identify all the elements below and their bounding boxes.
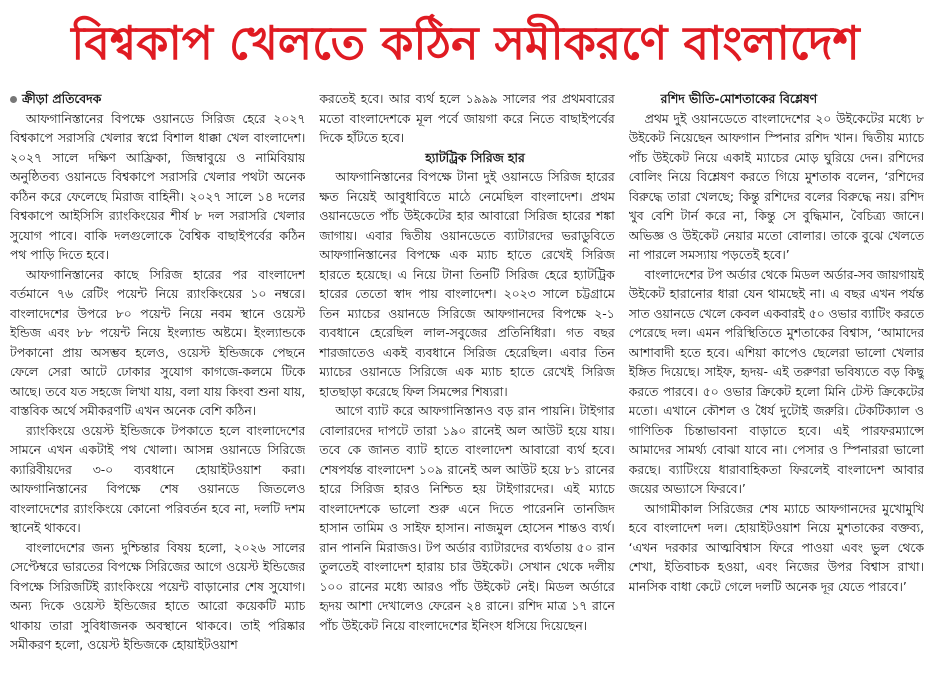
- paragraph: আফগানিস্তানের বিপক্ষে ওয়ানডে সিরিজ হেরে ২০২৭ বিশ্বকাপে সরাসরি খেলার স্বপ্নে বিশাল ধাক্কা খেল বাংলাদেশ। ২০২৭ সালে দক্ষিণ আফ্রিকা, জিম্বাবুয়ে ও নামিবিয়ায় অনুষ্ঠিতব্য ওয়ানডে বিশ্বকাপে সরাসরি খেলার পথটা অনেক কঠিন করে ফেলেছে মিরাজ বাহিনী। ২০২৭ সালে ১৪ দলের বিশ্বকাপে আইসিসি র‌্যাংকিংয়ের শীর্ষ ৮ দল সরাসরি খেলার সুযোগ পাবে। বাকি দলগুলোকে বৈশ্বিক বাছাইপর্বের কঠিন পথ পাড়ি দিতে হবে।: [10, 111, 306, 262]
- article-columns: [10, 90, 924, 696]
- paragraph: আগে ব্যাট করে আফগানিস্তানও বড় রান পায়নি। টাইগার বোলারদের দাপটে তারা ১৯০ রানেই অল আউট হয়ে যায়। তবে কে জানত ব্যাট হাতে বাংলাদেশ আবারো ব্যর্থ হবে। শেষপর্যন্ত বাংলাদেশ ১০৯ রানেই অল আউট হয়ে ৮১ রানের হারে সিরিজ হারও নিশ্চিত হয় টাইগারদের। এই ম্যাচে বাংলাদেশকে ভালো শুরু এনে দিতে পারেননি তানজিদ হাসান তামিম ও সাইফ হাসান। নাজমুল হোসেন শান্তও ব্যর্থ। রান পাননি মিরাজও। টপ অর্ডার ব্যাটারদের ব্যর্থতায় ৫০ রান তুলতেই বাংলাদেশ হারায় চার উইকেট। সেখান থেকে দলীয় ১০০ রানের মধ্যে আরও পাঁচ উইকেট নেই। মিডল অর্ডারে হৃদয় আশা দেখালেও ফেরেন ২৪ রানে। রশিদ মাত্র ১৭ রানে পাঁচ উইকেট নিয়ে বাংলাদেশের ইনিংস ধসিয়ে দিয়েছেন।: [319, 404, 615, 633]
- subheading-rashid: রশিদ ভীতি-মোশতাকের বিশ্লেষণ: [660, 92, 818, 106]
- paragraph: বাংলাদেশের জন্য দুশ্চিন্তার বিষয় হলো, ২০২৬ সালের সেপ্টেম্বরে ভারতের বিপক্ষে সিরিজের আগে ওয়েস্ট ইন্ডিজের বিপক্ষে সিরিজটিই র‌্যাংকিংয়ে পয়েন্ট বাড়ানোর শেষ সুযোগ। অন্য দিকে ওয়েস্ট ইন্ডিজের হাতে আরো কয়েকটি ম্যাচ থাকায় তারা সুবিধাজনক অবস্থানে থাকবে। তাই পরিষ্কার সমীকরণ হলো, ওয়েস্ট ইন্ডিজকে হোয়াইটওয়াশ: [10, 540, 306, 652]
- headline: বিশ্বকাপ খেলতে কঠিন সমীকরণে বাংলাদেশ: [71, 16, 860, 70]
- article-column-3: [629, 90, 924, 696]
- paragraph: আগামীকাল সিরিজের শেষ ম্যাচে আফগানদের মুখোমুখি হবে বাংলাদেশ দল। হোয়াইটওয়াশ নিয়ে মুশতাকের বক্তব্য, ‘এখন দরকার আত্মবিশ্বাস ফিরে পাওয়া এবং ভুল থেকে শেখা, ইতিবাচক হওয়া, এবং নিজের উপর বিশ্বাস রাখা। মানসিক বাধা কেটে গেলে দলটি অনেক দূর যেতে পারবে।’: [628, 501, 924, 594]
- paragraph: বাংলাদেশের টপ অর্ডার থেকে মিডল অর্ডার-সব জায়গায়ই উইকেট হারানোর ধারা যেন থামছেই না। এ বছর এখন পর্যন্ত সাত ওয়ানডে খেলে কেবল একবারই ৫০ ওভার ব্যাটিং করতে পেরেছে দল। এমন পরিস্থিতিতে মুশতাকের বিশ্বাস, ‘আমাদের আশাবাদী হতে হবে। এশিয়া কাপেও ছেলেরা ভালো খেলার ইঙ্গিত দিয়েছে। সাইফ, হৃদয়- এই তরুণরা ভবিষ্যতে বড় কিছু করতে পারবে। ৫০ ওভার ক্রিকেট হলো মিনি টেস্ট ক্রিকেটের মতো। এখানে কৌশল ও ধৈর্য দুটোই জরুরি। টেকটিক্যাল ও গাণিতিক চিন্তাভাবনা বাড়াতে হবে। এই পারফরম্যান্সে আমাদের সামর্থ্য বোঝা যাবে না। পেসার ও স্পিনাররা ভালো করছে। ব্যাটিংয়ে ধারাবাহিকতা ফিরলেই বাংলাদেশ আবার জয়ের অভ্যাসে ফিরবে।’: [628, 267, 924, 496]
- bullet-icon: [10, 96, 17, 103]
- article-column-2: [319, 90, 614, 696]
- paragraph: আফগানিস্তানের বিপক্ষে টানা দুই ওয়ানডে সিরিজ হারের ক্ষত নিয়েই আবুধাবিতে মাঠে নেমেছিল বাংলাদেশ। প্রথম ওয়ানডেতে পাঁচ উইকেটের হার আবারো সিরিজ হারের শঙ্কা জাগায়। এবার দ্বিতীয় ওয়ানডেতে ব্যাটারদের ভরাডুবিতে আফগানিস্তানের বিপক্ষে এক ম্যাচ হাতে রেখেই সিরিজ হারতে হয়েছে। এ নিয়ে টানা তিনটি সিরিজ হেরে হ্যাটট্রিক হারের তেতো স্বাদ পায় বাংলাদেশ। ২০২৩ সালে চট্টগ্রামে তিন ম্যাচের ওয়ানডে সিরিজে আফগানদের বিপক্ষে ২-১ ব্যবধানে হেরেছিল লাল-সবুজের প্রতিনিধিরা। গত বছর শারজাতেও একই ব্যবধানে সিরিজ হেরেছিল। এবার তিন ম্যাচের ওয়ানডে সিরিজে এক ম্যাচ হাতে রেখেই সিরিজ হাতছাড়া করেছে ফিল সিমন্সের শিষ্যরা।: [319, 170, 615, 399]
- byline-text: ক্রীড়া প্রতিবেদক: [22, 92, 102, 106]
- subheading-hattrick: হ্যাটট্রিক সিরিজ হার: [425, 150, 525, 165]
- paragraph: র‌্যাংকিংয়ে ওয়েস্ট ইন্ডিজকে টপকাতে হলে বাংলাদেশের সামনে এখন একটাই পথ খোলা। আসন্ন ওয়ানডে সিরিজে ক্যারিবীয়দের ৩-০ ব্যবধানে হোয়াইটওয়াশ করা। আফগানিস্তানের বিপক্ষে শেষ ওয়ানডে জিতলেও বাংলাদেশের র‌্যাংকিংয়ে কোনো পরিবর্তন হবে না, দলটি দশম স্থানেই থাকবে।: [10, 423, 306, 535]
- paragraph: প্রথম দুই ওয়ানডেতে বাংলাদেশের ২০ উইকেটের মধ্যে ৮ উইকেট নিয়েছেন আফগান স্পিনার রশিদ খান। দ্বিতীয় ম্যাচে পাঁচ উইকেট নিয়ে একাই ম্যাচের মোড় ঘুরিয়ে দেন। রশিদের বোলিং নিয়ে বিশ্লেষণ করতে গিয়ে মুশতাক বলেন, ‘রশিদের বিরুদ্ধে তারা খেলছে; কিন্তু রশিদের বলের বিরুদ্ধে নয়। রশিদ খুব বেশি টার্ন করে না, কিন্তু সে বুদ্ধিমান, বৈচিত্র্য জানে। অভিজ্ঞ ও উইকেট নেয়ার মতো বোলার। তাকে বুঝে খেলতে না পারলে সমস্যায় পড়তেই হবে।’: [628, 111, 924, 262]
- byline: [10, 90, 305, 110]
- paragraph-continued: করতেই হবে। আর ব্যর্থ হলে ১৯৯৯ সালের পর প্রথমবারের মতো বাংলাদেশকে মূল পর্বে জায়গা করে নিতে বাছাইপর্বের দিকে হাঁটতে হবে।: [319, 92, 615, 145]
- article-column-1: [10, 90, 305, 696]
- paragraph: আফগানিস্তানের কাছে সিরিজ হারের পর বাংলাদেশ বর্তমানে ৭৬ রেটিং পয়েন্ট নিয়ে র‌্যাংকিংয়ের ১০ নম্বরে। বাংলাদেশের উপরে ৮০ পয়েন্ট নিয়ে নবম স্থানে ওয়েস্ট ইন্ডিজ এবং ৮৮ পয়েন্ট নিয়ে ইংল্যান্ড অষ্টমে। ইংল্যান্ডকে টপকানো প্রায় অসম্ভব হলেও, ওয়েস্ট ইন্ডিজকে পেছনে ফেলে সেরা আটে ঢোকার সুযোগ কাগজে-কলমে টিকে আছে। তবে যত সহজে লিখা যায়, বলা যায় কিংবা শুনা যায়, বাস্তবিক অর্থে সমীকরণটি এখন অনেক বেশি কঠিন।: [10, 267, 306, 418]
